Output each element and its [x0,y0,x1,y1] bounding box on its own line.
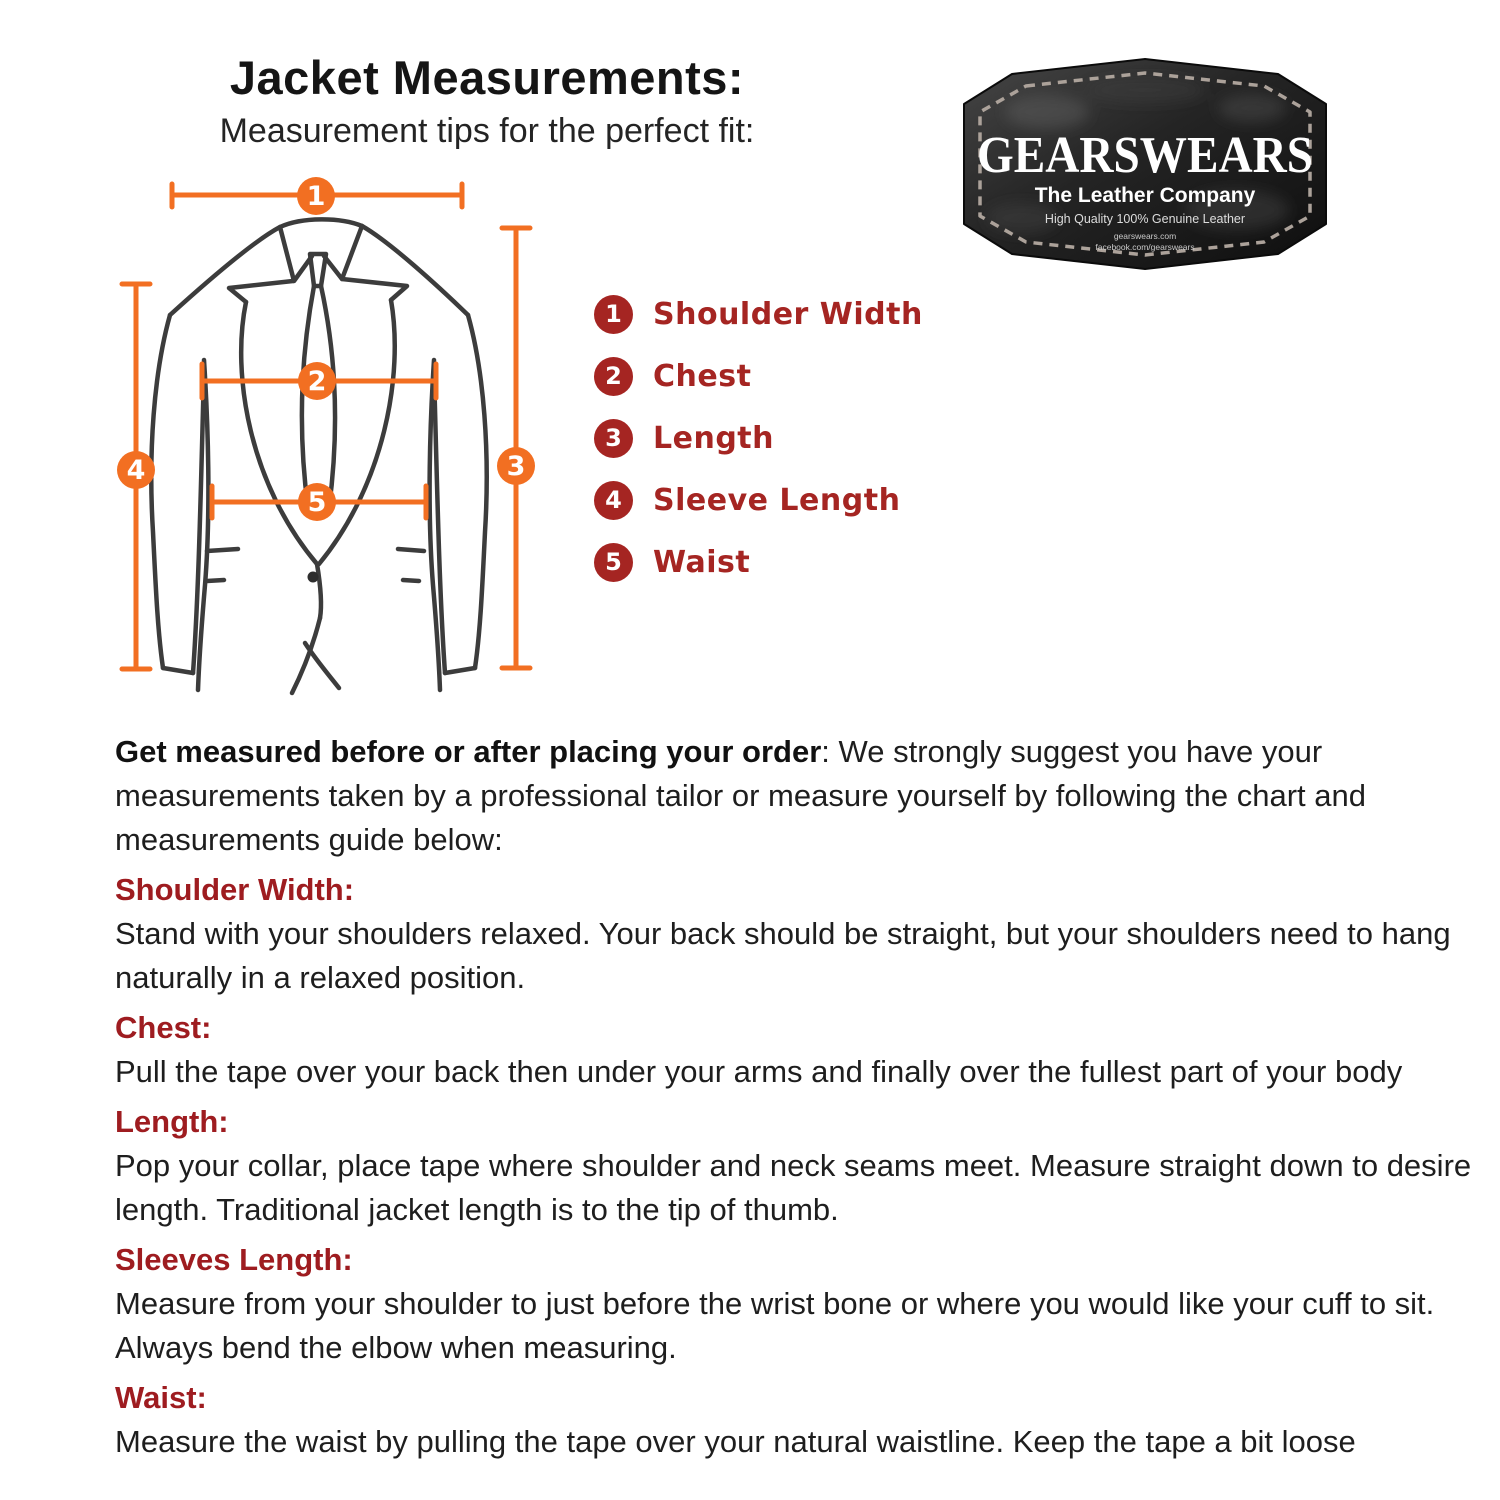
legend-number-badge: 1 [594,295,633,334]
jacket-sleeve-left-outer [151,315,170,668]
section-heading-length: Length: [115,1104,229,1139]
legend-label: Waist [653,544,751,580]
intro-paragraph [115,730,1480,862]
title-block [137,50,837,151]
legend-label: Shoulder Width [653,296,923,332]
legend-item-waist [594,531,923,593]
jacket-diagram-graphic [100,160,580,720]
legend-item-shoulder-width [594,283,923,345]
section-body-chest: Pull the tape over your back then under your arms and finally over the fullest part of your body [115,1054,1403,1089]
instructions [115,730,1480,1464]
marker-number-3: 3 [506,451,526,482]
jacket-collar-leaf-left [280,227,312,281]
jacket-diagram [100,160,580,720]
measure-chest [202,362,436,400]
legend-number-badge: 3 [594,419,633,458]
jacket-collar-leaf-right [324,226,362,279]
brand-name: GEARSWEARS [977,127,1313,184]
legend-item-length [594,407,923,469]
jacket-pocket-right [398,549,424,581]
legend-label: Length [653,420,774,456]
brand-badge [952,50,1338,283]
legend-label: Sleeve Length [653,482,901,518]
section-body-shoulder-width: Stand with your shoulders relaxed. Your back should be straight, but your shoulders need to hang naturally in a relaxed position. [115,916,1451,995]
section-heading-shoulder-width: Shoulder Width: [115,872,355,907]
jacket-outline [151,219,486,693]
brand-tagline: The Leather Company [1034,184,1256,207]
jacket-tie-knot [310,254,326,286]
jacket-shoulder-right [362,226,468,315]
legend-number-badge: 4 [594,481,633,520]
measurement-legend [594,283,923,593]
measure-waist [212,483,426,521]
jacket-cuff-left [163,668,193,673]
jacket-cuff-right [445,668,475,673]
brand-website: gearswears.com [1113,231,1177,241]
intro-bold-text: Get measured before or after placing your order [115,734,822,769]
section-body-sleeves-length: Measure from your shoulder to just before the wrist bone or where you would like your cuff to sit. Always bend the elbow when measuring. [115,1286,1435,1365]
marker-number-2: 2 [307,366,327,397]
section-body-length: Pop your collar, place tape where shoulder and neck seams meet. Measure straight down to desire length. Traditional jacket length is to the tip of thumb. [115,1148,1472,1227]
intro-rest-text: : We strongly suggest you have your measurements taken by a professional tailor or measure yourself by following the chart and measurements guide below: [115,734,1366,857]
brand-facebook: facebook.com/gearswears [1095,242,1195,252]
jacket-front-center [317,564,321,618]
marker-number-4: 4 [126,455,146,486]
jacket-sleeve-right-outer [468,315,487,668]
legend-label: Chest [653,358,752,394]
legend-item-chest [594,345,923,407]
section-heading-chest: Chest: [115,1010,212,1045]
jacket-gorge-left [229,281,293,302]
marker-number-1: 1 [306,181,326,212]
page-subtitle: Measurement tips for the perfect fit: [219,112,755,150]
legend-number-badge: 5 [594,543,633,582]
measure-shoulder-width [172,177,462,215]
measure-length [497,228,535,668]
jacket-pocket-left [207,549,238,581]
section-heading-waist: Waist: [115,1380,207,1415]
section-body-waist: Measure the waist by pulling the tape over your natural waistline. Keep the tape a bit loose [115,1424,1356,1459]
jacket-collar-top [280,219,362,227]
jacket-button [308,572,319,583]
jacket-tail-right [305,643,339,688]
legend-item-sleeve-length [594,469,923,531]
section-heading-sleeves-length: Sleeves Length: [115,1242,353,1277]
page-title: Jacket Measurements: [229,51,745,104]
jacket-gorge-right [342,279,407,300]
brand-quality-line: High Quality 100% Genuine Leather [1044,212,1246,226]
legend-number-badge: 2 [594,357,633,396]
brand-badge-graphic [952,50,1338,278]
jacket-shoulder-left [170,227,280,315]
marker-number-5: 5 [307,487,327,518]
measure-sleeve-length [117,284,155,669]
